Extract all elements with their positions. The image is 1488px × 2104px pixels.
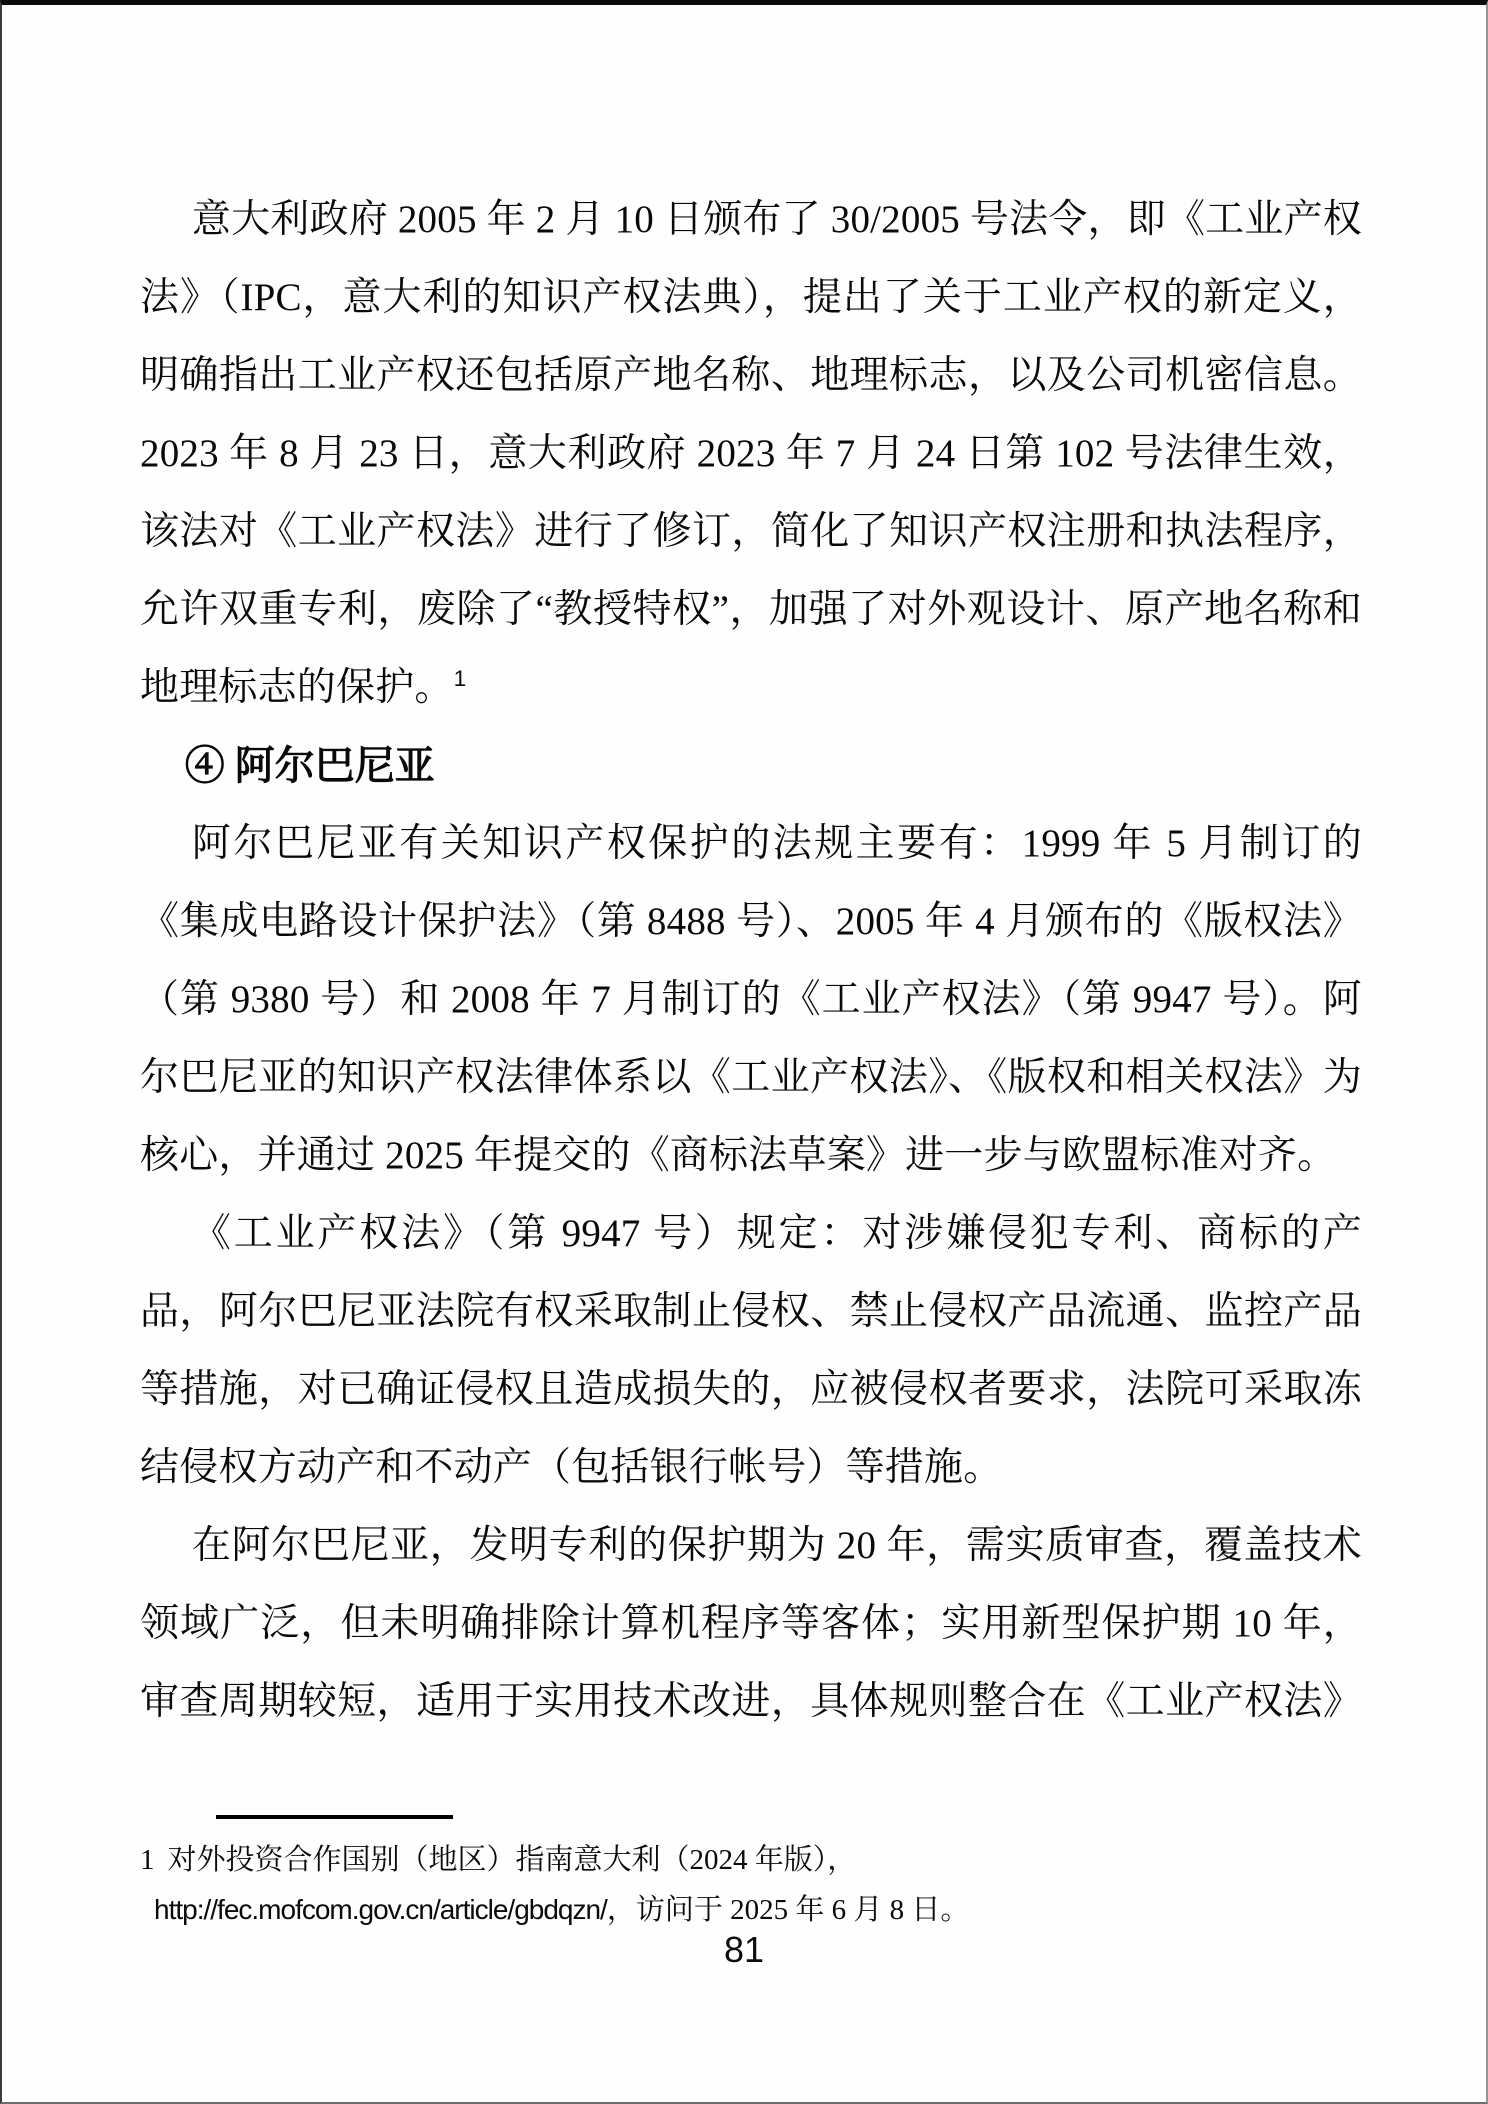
footnote-marker: 1: [140, 1844, 155, 1876]
footnote-access-date: ，访问于 2025 年 6 月 8 日。: [606, 1894, 970, 1926]
paragraph-albania-patent-terms: 在阿尔巴尼亚，发明专利的保护期为 20 年，需实质审查，覆盖技术领域广泛，但未明确排除计算机程序等客体；实用新型保护期 10 年，审查周期较短，适用于实用技术改进，具体规则整合在《工业产权法》: [140, 1524, 1362, 1723]
footnote-section: [140, 1815, 1362, 1935]
footnote-line-2: [140, 1885, 1362, 1935]
footnote-source-text: 对外投资合作国别（地区）指南意大利（2024 年版），: [167, 1844, 857, 1876]
page-body-text: [140, 181, 1362, 1741]
footnote-line-1: [140, 1835, 1362, 1885]
section-heading-albania: ④ 阿尔巴尼亚: [184, 743, 435, 788]
page-number: 81: [723, 1929, 765, 1970]
paragraph-albania-enforcement: 《工业产权法》（第 9947 号）规定：对涉嫌侵犯专利、商标的产品，阿尔巴尼亚法院有权采取制止侵权、禁止侵权产品流通、监控产品等措施，对已确证侵权且造成损失的，应被侵权者要求，法院可采取冻结侵权方动产和不动产（包括银行帐号）等措施。: [140, 1212, 1362, 1489]
paragraph-italy-ip-law-text: 意大利政府 2005 年 2 月 10 日颁布了 30/2005 号法令，即《工业产权法》（IPC，意大利的知识产权法典），提出了关于工业产权的新定义，明确指出工业产权还包括原产地名称、地理标志，以及公司机密信息。2023 年 8 月 23 日，意大利政府 2023 年 7 月 24 日第 102 号法律生效，该法对《工业产权法》进行了修订，简化了知识产权注册和执法程序，允许双重专利，废除了“教授特权”，加强了对外观设计、原产地名称和地理标志的保护。: [140, 198, 1362, 709]
footnote-1: [140, 1835, 1362, 1935]
footnote-ref-1: 1: [453, 666, 467, 691]
footnote-separator-rule: [216, 1815, 453, 1819]
footnote-url: http://fec.mofcom.gov.cn/article/gbdqzn/: [154, 1894, 607, 1925]
paragraph-albania-ip-laws: 阿尔巴尼亚有关知识产权保护的法规主要有：1999 年 5 月制订的《集成电路设计保护法》（第 8488 号）、2005 年 4 月颁布的《版权法》（第 9380 号）和 2008 年 7 月制订的《工业产权法》（第 9947 号）。阿尔巴尼亚的知识产权法律体系以《工业产权法》、《版权和相关权法》为核心，并通过 2025 年提交的《商标法草案》进一步与欧盟标准对齐。: [140, 822, 1362, 1177]
paragraph-italy-ip-law: [140, 181, 1362, 727]
